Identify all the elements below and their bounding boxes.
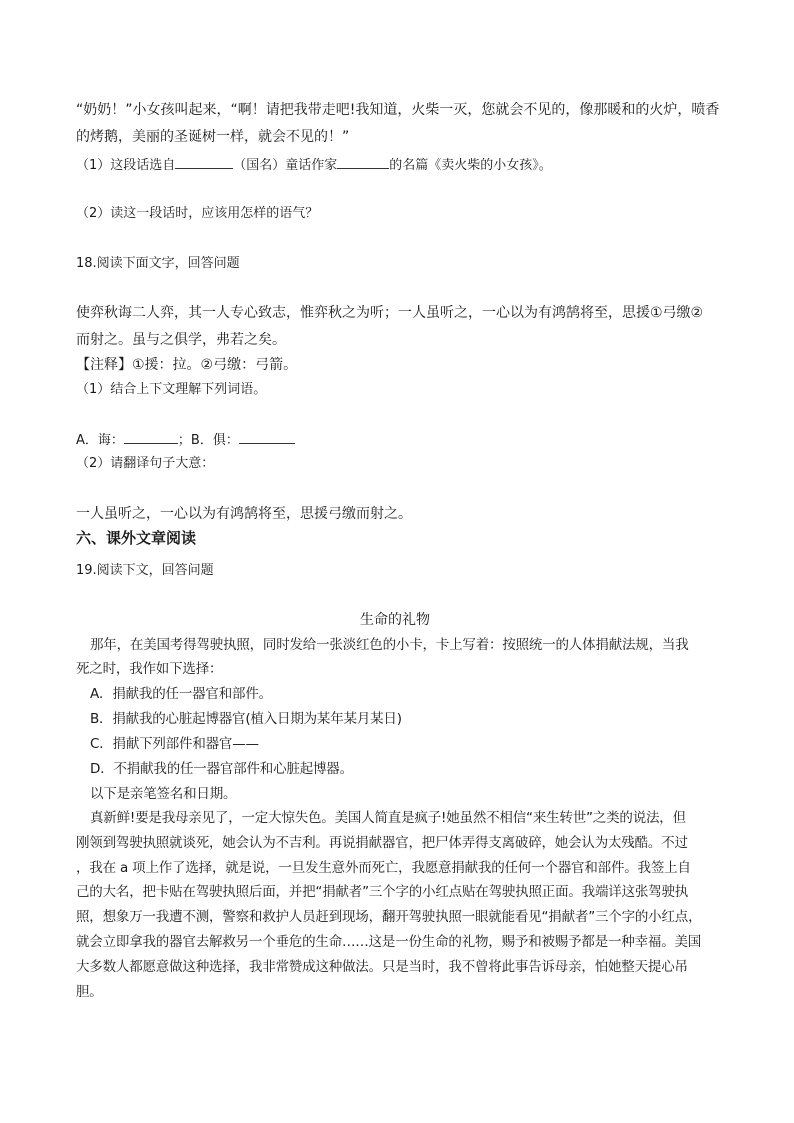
story-line: 刚领到驾驶执照就谈死，她会认为不吉利。再说捐献器官，把尸体弄得支离破碎，她会认为太残酷。不过 (76, 835, 688, 851)
story-option-c: C．捐献下列部件和器官—— (90, 736, 259, 752)
story-line: 以下是亲笔签名和日期。 (90, 786, 237, 802)
option-b-label: ；B．俱： (177, 433, 239, 448)
question-17-1-part-c: 的名篇《卖火柴的小女孩》。 (389, 158, 552, 173)
story-line: ，我在 a 项上作了选择，就是说，一旦发生意外而死亡，我愿意捐献我的任何一个器官和部件。我签上自 (76, 860, 691, 876)
story-line: 就会立即拿我的器官去解救另一个垂危的生命……这是一份生命的礼物，赐予和被赐予都是一种幸福。美国 (76, 934, 702, 950)
annotation-note: 【注释】①援：拉。②弓缴：弓箭。 (76, 357, 298, 373)
classical-text-line-1: 使弈秋诲二人弈，其一人专心致志，惟弈秋之为听；一人虽听之，一心以为有鸿鹄将至，思援①弓缴② (76, 305, 704, 321)
question-18-title: 18.阅读下面文字，回答问题 (76, 256, 240, 271)
story-option-a: A．捐献我的任一器官和部件。 (90, 686, 272, 702)
story-title: 生命的礼物 (360, 612, 430, 628)
question-17-1 (76, 154, 552, 176)
passage-line-2: 的烤鹅，美丽的圣诞树一样，就会不见的！” (76, 129, 350, 145)
story-line: 照，想象万一我遭不测，警察和救护人员赶到现场，翻开驾驶执照一眼就能看见“捐献者”三个字的小红点， (76, 909, 702, 925)
passage-line-1: “奶奶！”小女孩叫起来，“啊！请把我带走吧!我知道，火柴一灭，您就会不见的，像那暖和的火炉，喷香 (76, 102, 720, 118)
classical-text-line-2: 而射之。虽与之俱学，弗若之矣。 (76, 332, 286, 348)
question-17-2: （2）读这一段话时，应该用怎样的语气？ (76, 206, 319, 221)
answer-blank-b[interactable] (239, 429, 295, 444)
answer-blank-country[interactable] (175, 154, 233, 169)
story-line: 那年，在美国考得驾驶执照，同时发给一张淡红色的小卡，卡上写着：按照统一的人体捐献法规，当我 (90, 637, 689, 653)
question-17-1-part-b: （国名）童话作家 (233, 158, 338, 173)
answer-blank-a[interactable] (124, 429, 178, 444)
story-line: 大多数人都愿意做这种选择，我非常赞成这种做法。只是当时，我不曾将此事告诉母亲，怕她整天提心吊 (76, 959, 688, 975)
question-18-2: （2）请翻译句子大意： (76, 456, 215, 471)
question-18-1-answers (76, 429, 295, 451)
option-a-label: A．诲： (76, 433, 124, 448)
answer-blank-author[interactable] (337, 154, 389, 169)
story-line: 己的大名，把卡贴在驾驶执照后面，并把“捐献者”三个字的小红点贴在驾驶执照正面。我端详这张驾驶执 (76, 884, 689, 900)
story-line: 真新鲜!要是我母亲见了，一定大惊失色。美国人简直是疯子!她虽然不相信“来生转世”之类的说法，但 (90, 810, 686, 826)
question-19-title: 19.阅读下文，回答问题 (76, 563, 214, 578)
question-18-1: （1）结合上下文理解下列词语。 (76, 382, 267, 397)
story-line: 胆。 (76, 984, 103, 1000)
story-line: 死之时，我作如下选择： (76, 661, 223, 677)
story-option-d: D．不捐献我的任一器官部件和心脏起博器。 (90, 761, 353, 777)
story-option-b: B．捐献我的心脏起博器官(植入日期为某年某月某日) (90, 711, 402, 727)
question-17-1-part-a: （1）这段话选自 (76, 158, 176, 173)
section-heading: 六、课外文章阅读 (76, 529, 197, 547)
translate-sentence: 一人虽听之，一心以为有鸿鹄将至，思援弓缴而射之。 (76, 506, 412, 522)
